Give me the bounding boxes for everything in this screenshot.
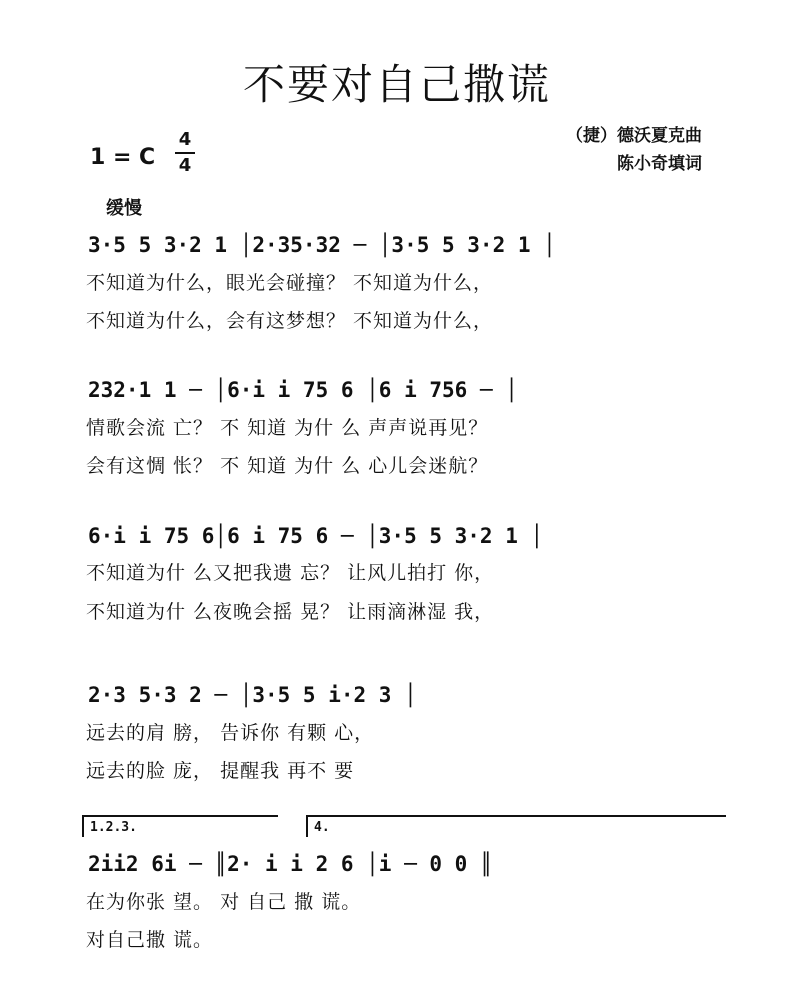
second-ending-bracket [306, 815, 308, 837]
lyrics-line-1b: 不知道为什么，会有这梦想？ 不知道为什么， [86, 310, 494, 332]
tempo-marking: 缓慢 [106, 198, 142, 219]
first-ending-bracket [82, 815, 84, 837]
meter-divider [175, 152, 195, 154]
notation-line-2: 232·1 1 ─ │6·i i 75 6 │6 i 756 ─ │ [88, 378, 518, 402]
time-signature [175, 130, 195, 176]
song-title: 不要对自己撒谎 [242, 60, 551, 109]
key-signature: 1 = C [90, 145, 156, 170]
credits [566, 122, 702, 178]
lyrics-line-4b: 远去的脸 庞， 提醒我 再不 要 [86, 760, 355, 782]
notation-line-1: 3·5 5 3·2 1 │2·35·32 ─ │3·5 5 3·2 1 │ [88, 233, 556, 257]
lyricist-credit: 陈小奇填词 [617, 154, 702, 174]
lyrics-line-1a: 不知道为什么，眼光会碰撞？ 不知道为什么， [86, 272, 494, 294]
notation-line-3: 6·i i 75 6│6 i 75 6 ─ │3·5 5 3·2 1 │ [88, 524, 544, 548]
notation-line-4: 2·3 5·3 2 ─ │3·5 5 i·2 3 │ [88, 683, 417, 707]
first-ending-label: 1.2.3. [90, 820, 137, 835]
lyrics-line-5b: 对自己撒 谎。 [86, 929, 214, 951]
lyrics-line-3a: 不知道为什 么又把我遗 忘？ 让风儿拍打 你， [86, 562, 495, 584]
composer-credit: （捷）德沃夏克曲 [566, 126, 702, 146]
meter-bottom: 4 [178, 155, 192, 176]
meter-top: 4 [178, 129, 192, 150]
notation-line-5: 2ii2 6i ─ ║2· i i 2 6 │i ─ 0 0 ║ [88, 852, 493, 876]
second-ending-line [306, 815, 726, 817]
lyrics-line-5a: 在为你张 望。 对 自己 撒 谎。 [86, 891, 362, 913]
lyrics-line-2a: 情歌会流 亡？ 不 知道 为什 么 声声说再见？ [86, 417, 489, 439]
first-ending-line [82, 815, 278, 817]
lyrics-line-2b: 会有这惆 怅？ 不 知道 为什 么 心儿会迷航？ [86, 455, 489, 477]
lyrics-line-4a: 远去的肩 膀， 告诉你 有颗 心， [86, 722, 375, 744]
lyrics-line-3b: 不知道为什 么夜晚会摇 晃？ 让雨滴淋湿 我， [86, 601, 495, 623]
second-ending-label: 4. [314, 820, 330, 835]
